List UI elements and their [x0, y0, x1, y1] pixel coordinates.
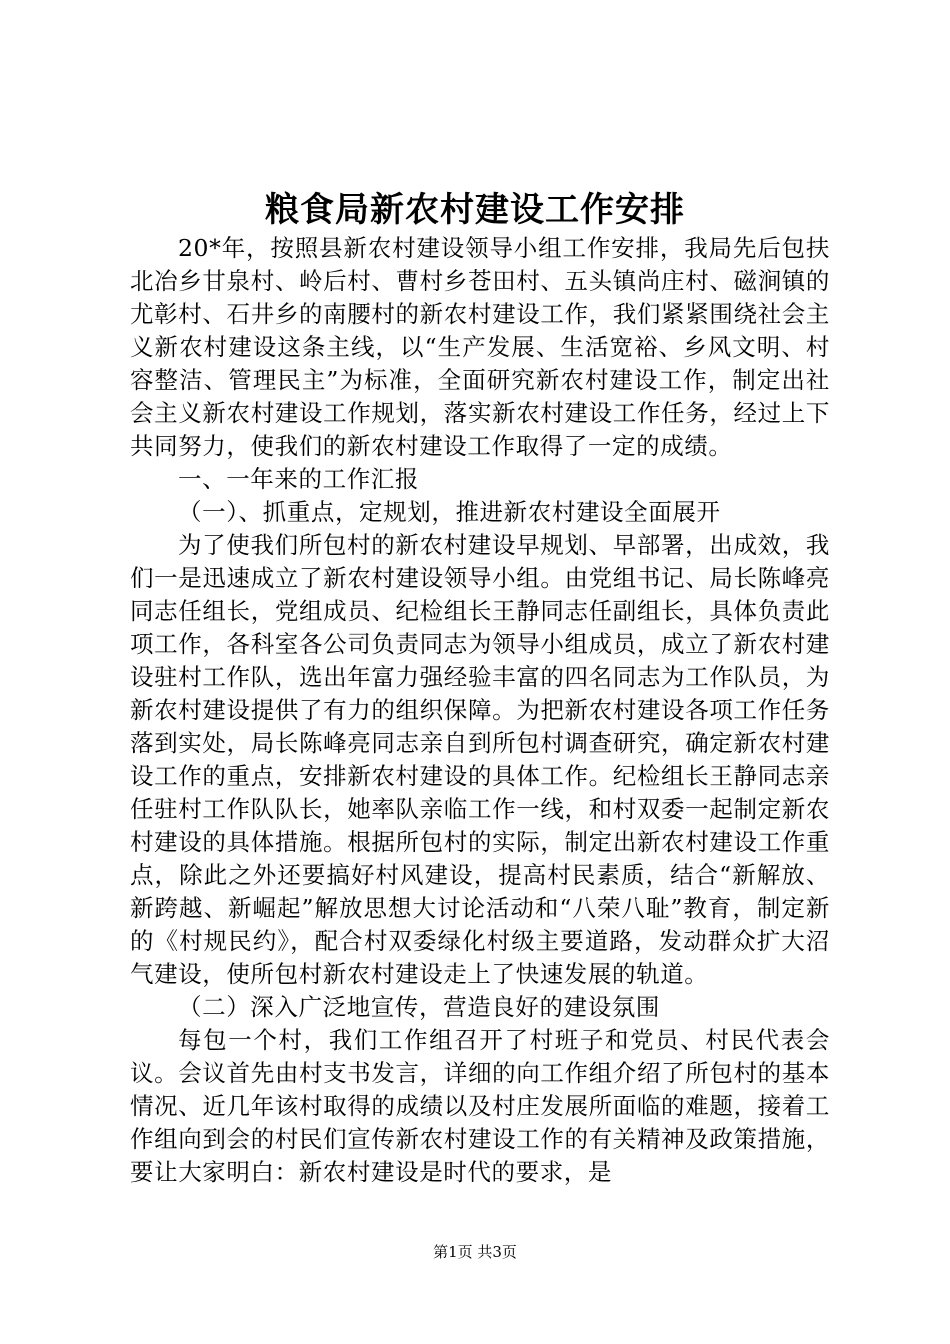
paragraph-intro: 20*年，按照县新农村建设领导小组工作安排，我局先后包扶北冶乡甘泉村、岭后村、曹村乡苍田村、五头镇尚庄村、磁涧镇的尤彰村、石井乡的南腰村的新农村建设工作，我们紧紧围绕社会主义新农村建设这条主线，以“生产发展、生活宽裕、乡风文明、村容整洁、管理民主”为标准，全面研究新农村建设工作，制定出社会主义新农村建设工作规划，落实新农村建设工作任务，经过上下共同努力，使我们的新农村建设工作取得了一定的成绩。: [130, 234, 830, 460]
section-heading-1: 一、一年来的工作汇报: [178, 465, 419, 493]
document-body: [130, 232, 830, 1189]
paragraph-planning: 为了使我们所包村的新农村建设早规划、早部署，出成效，我们一是迅速成立了新农村建设领导小组。由党组书记、局长陈峰亮同志任组长，党组成员、纪检组长王静同志任副组长，具体负责此项工作，各科室各公司负责同志为领导小组成员，成立了新农村建设驻村工作队，选出年富力强经验丰富的四名同志为工作队员，为新农村建设提供了有力的组织保障。为把新农村建设各项工作任务落到实处，局长陈峰亮同志亲自到所包村调查研究，确定新农村建设工作的重点，安排新农村建设的具体工作。纪检组长王静同志亲任驻村工作队队长，她率队亲临工作一线，和村双委一起制定新农村建设的具体措施。根据所包村的实际，制定出新农村建设工作重点，除此之外还要搞好村风建设，提高村民素质，结合“新解放、新跨越、新崛起”解放思想大讨论活动和“八荣八耻”教育，制定新的《村规民约》，配合村双委绿化村级主要道路，发动群众扩大沼气建设，使所包村新农村建设走上了快速发展的轨道。: [130, 531, 830, 988]
subsection-heading-1: （一）、抓重点，定规划，推进新农村建设全面展开: [178, 498, 721, 526]
paragraph-publicity: 每包一个村，我们工作组召开了村班子和党员、村民代表会议。会议首先由村支书发言，详细的向工作组介绍了所包村的基本情况、近几年该村取得的成绩以及村庄发展所面临的难题，接着工作组向到会的村民们宣传新农村建设工作的有关精神及政策措施，要让大家明白：新农村建设是时代的要求，是: [130, 1026, 830, 1186]
document-title: 粮食局新农村建设工作安排: [265, 190, 685, 230]
subsection-heading-2: （二）深入广泛地宣传，营造良好的建设氛围: [178, 993, 660, 1021]
page-footer: 第1页 共3页: [433, 1243, 517, 1261]
